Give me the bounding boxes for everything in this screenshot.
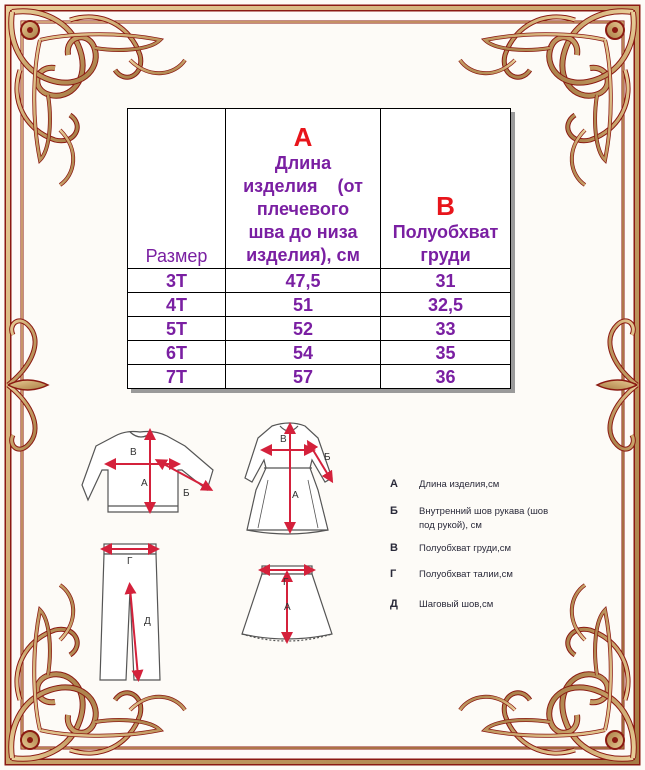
row-length: 51 [226, 293, 381, 317]
shirt-label-v: В [130, 447, 137, 458]
row-chest: 35 [381, 341, 511, 365]
header-length-line: изделия), см [246, 245, 360, 265]
skirt-label-g: Г [283, 577, 289, 588]
header-chest-line: груди [420, 245, 471, 265]
row-chest: 32,5 [381, 293, 511, 317]
legend-key: Д [390, 598, 398, 610]
pants-label-d: Д [144, 616, 151, 627]
header-length-line: плечевого [256, 199, 350, 219]
legend-key: Г [390, 568, 397, 580]
row-chest: 36 [381, 365, 511, 389]
row-length: 47,5 [226, 269, 381, 293]
measurement-legend [390, 478, 560, 618]
row-length: 52 [226, 317, 381, 341]
dress-label-a: А [292, 490, 299, 501]
header-size: Размер [128, 109, 226, 269]
row-length: 57 [226, 365, 381, 389]
skirt-label-a: А [284, 602, 291, 613]
shirt-label-b: Б [183, 488, 190, 499]
row-size: 5T [128, 317, 226, 341]
legend-text: Полуобхват талии,см [419, 569, 513, 580]
row-size: 4T [128, 293, 226, 317]
header-length-line: шва до низа [248, 222, 358, 242]
legend-key: А [390, 478, 398, 490]
row-size: 6T [128, 341, 226, 365]
row-size: 3T [128, 269, 226, 293]
row-size: 7T [128, 365, 226, 389]
pants-label-g: Г [127, 556, 133, 567]
row-chest: 31 [381, 269, 511, 293]
legend-text: Длина изделия,см [419, 479, 500, 490]
header-chest-letter: B [436, 191, 455, 221]
legend-key: В [390, 542, 398, 554]
dress-diagram [245, 423, 332, 534]
header-chest-line: Полуобхват [392, 222, 499, 242]
header-length-line: изделия (от [243, 176, 363, 196]
dress-label-b: Б [324, 452, 331, 463]
shirt-label-a: А [141, 478, 148, 489]
legend-text: Шаговый шов,см [419, 599, 494, 610]
dress-label-v: В [280, 434, 287, 445]
row-chest: 33 [381, 317, 511, 341]
legend-text: Внутренний шов рукава (шов под рукой), см [419, 506, 549, 531]
shirt-diagram [82, 432, 213, 513]
row-length: 54 [226, 341, 381, 365]
legend-key: Б [390, 505, 398, 517]
header-length-line: Длина [274, 153, 332, 173]
header-length-letter: A [293, 122, 313, 152]
legend-text: Полуобхват груди,см [419, 543, 512, 554]
